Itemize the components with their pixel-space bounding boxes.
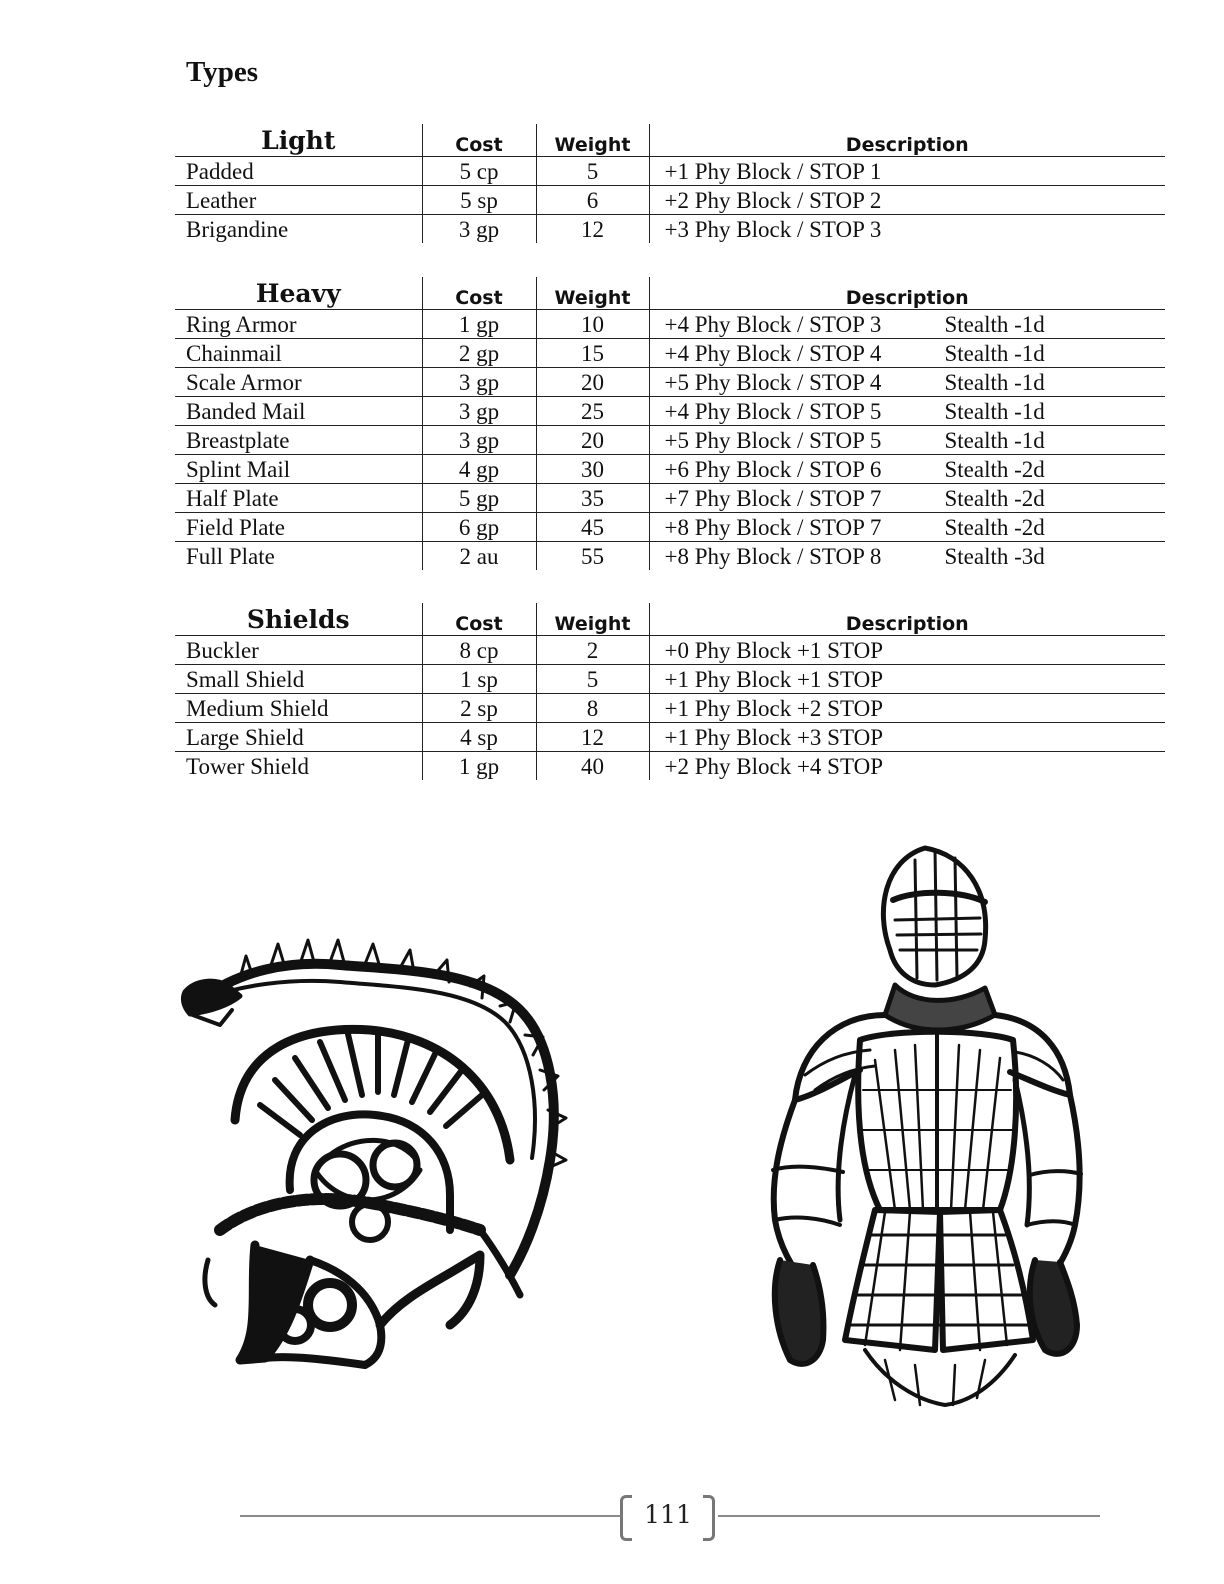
armor-description <box>649 542 1165 571</box>
weight-header: Weight <box>536 277 649 310</box>
table-row <box>175 542 1165 571</box>
category-header: Light <box>175 124 422 157</box>
armor-description: +1 Phy Block / STOP 1 <box>649 157 1165 186</box>
armor-name: Brigandine <box>186 217 289 242</box>
shield-name: Large Shield <box>175 723 422 752</box>
table-row <box>175 636 1165 665</box>
heavy-armor-table <box>175 277 1165 570</box>
shield-weight: 12 <box>536 723 649 752</box>
page-number-bracket-right-icon <box>703 1495 715 1541</box>
armor-cost: 1 gp <box>422 310 536 339</box>
light-armor-table <box>175 124 1165 243</box>
table-header-row <box>175 277 1165 310</box>
block-stop-text: +7 Phy Block / STOP 7 <box>664 486 882 511</box>
table-row <box>175 215 1165 244</box>
page-title: Types <box>186 56 258 88</box>
block-stop-text: +4 Phy Block / STOP 3 <box>664 312 882 337</box>
armor-weight: 55 <box>536 542 649 571</box>
shield-weight: 5 <box>536 665 649 694</box>
shield-weight: 40 <box>536 752 649 781</box>
armor-weight: 45 <box>536 513 649 542</box>
description-header: Description <box>649 603 1165 636</box>
table-row <box>175 310 1165 339</box>
stealth-penalty: Stealth -2d <box>944 515 1045 540</box>
block-stop-text: +4 Phy Block / STOP 4 <box>664 341 882 366</box>
armor-description <box>649 426 1165 455</box>
category-header: Heavy <box>175 277 422 310</box>
shields-table <box>175 603 1165 780</box>
page-number-bracket-left-icon <box>620 1495 632 1541</box>
shield-cost: 1 gp <box>422 752 536 781</box>
armor-description: +2 Phy Block / STOP 2 <box>649 186 1165 215</box>
stealth-penalty: Stealth -1d <box>944 341 1045 366</box>
armor-weight: 15 <box>536 339 649 368</box>
table-row <box>175 665 1165 694</box>
armor-name: Chainmail <box>175 339 422 368</box>
armor-cost: 5 sp <box>422 186 536 215</box>
armor-cost: 3 gp <box>422 368 536 397</box>
description-header: Description <box>649 277 1165 310</box>
shield-cost: 8 cp <box>422 636 536 665</box>
armor-description <box>649 368 1165 397</box>
shield-description: +0 Phy Block +1 STOP <box>649 636 1165 665</box>
shield-weight: 2 <box>536 636 649 665</box>
block-stop-text: +5 Phy Block / STOP 5 <box>664 428 882 453</box>
armor-weight: 20 <box>536 368 649 397</box>
stealth-penalty: Stealth -2d <box>944 486 1045 511</box>
block-stop-text: +8 Phy Block / STOP 7 <box>664 515 882 540</box>
table-row <box>175 368 1165 397</box>
armor-weight: 5 <box>536 157 649 186</box>
table-row <box>175 723 1165 752</box>
shield-name: Small Shield <box>175 665 422 694</box>
table-row <box>175 426 1165 455</box>
armor-name: Field Plate <box>175 513 422 542</box>
shield-cost: 2 sp <box>422 694 536 723</box>
table-row <box>175 694 1165 723</box>
armor-name: Leather <box>175 186 422 215</box>
stealth-penalty: Stealth -3d <box>944 544 1045 569</box>
table-row <box>175 397 1165 426</box>
stealth-penalty: Stealth -1d <box>944 428 1045 453</box>
armor-name: Padded <box>175 157 422 186</box>
stealth-penalty: Stealth -1d <box>944 370 1045 395</box>
table-row <box>175 455 1165 484</box>
table-header-row <box>175 603 1165 636</box>
stealth-penalty: Stealth -1d <box>944 399 1045 424</box>
stealth-penalty: Stealth -1d <box>944 312 1045 337</box>
shield-name: Tower Shield <box>186 754 309 779</box>
armor-name: Half Plate <box>175 484 422 513</box>
table-row <box>175 157 1165 186</box>
table-row <box>175 186 1165 215</box>
armor-cost: 3 gp <box>422 215 536 244</box>
weight-header: Weight <box>536 124 649 157</box>
stealth-penalty: Stealth -2d <box>944 457 1045 482</box>
shield-name: Medium Shield <box>175 694 422 723</box>
armor-description <box>649 339 1165 368</box>
plate-armor-icon <box>745 840 1085 1415</box>
armor-weight: 35 <box>536 484 649 513</box>
block-stop-text: +8 Phy Block / STOP 8 <box>664 544 882 569</box>
armor-description <box>649 397 1165 426</box>
shield-description: +2 Phy Block +4 STOP <box>649 752 1165 781</box>
table-row <box>175 513 1165 542</box>
shield-weight: 8 <box>536 694 649 723</box>
armor-cost: 2 au <box>422 542 536 571</box>
shield-description: +1 Phy Block +3 STOP <box>649 723 1165 752</box>
shield-description: +1 Phy Block +2 STOP <box>649 694 1165 723</box>
armor-cost: 3 gp <box>422 397 536 426</box>
dragon-helmet-icon <box>180 930 570 1380</box>
armor-weight: 12 <box>536 215 649 244</box>
armor-description <box>649 513 1165 542</box>
armor-name: Ring Armor <box>175 310 422 339</box>
armor-weight: 10 <box>536 310 649 339</box>
table-row <box>175 484 1165 513</box>
category-header: Shields <box>175 603 422 636</box>
description-header: Description <box>649 124 1165 157</box>
armor-weight: 6 <box>536 186 649 215</box>
armor-name: Scale Armor <box>175 368 422 397</box>
footer-rule-left <box>240 1515 620 1517</box>
cost-header: Cost <box>422 603 536 636</box>
block-stop-text: +6 Phy Block / STOP 6 <box>664 457 882 482</box>
armor-name: Breastplate <box>175 426 422 455</box>
armor-description <box>649 455 1165 484</box>
block-stop-text: +5 Phy Block / STOP 4 <box>664 370 882 395</box>
armor-weight: 30 <box>536 455 649 484</box>
armor-cost: 6 gp <box>422 513 536 542</box>
footer-rule-right <box>718 1515 1100 1517</box>
armor-description <box>649 310 1165 339</box>
armor-weight: 20 <box>536 426 649 455</box>
armor-description <box>649 484 1165 513</box>
shield-name: Buckler <box>175 636 422 665</box>
armor-cost: 4 gp <box>422 455 536 484</box>
armor-name: Full Plate <box>186 544 275 569</box>
table-row <box>175 339 1165 368</box>
armor-cost: 3 gp <box>422 426 536 455</box>
shield-description: +1 Phy Block +1 STOP <box>649 665 1165 694</box>
shield-cost: 4 sp <box>422 723 536 752</box>
cost-header: Cost <box>422 277 536 310</box>
cost-header: Cost <box>422 124 536 157</box>
block-stop-text: +4 Phy Block / STOP 5 <box>664 399 882 424</box>
table-header-row <box>175 124 1165 157</box>
weight-header: Weight <box>536 603 649 636</box>
armor-weight: 25 <box>536 397 649 426</box>
shield-cost: 1 sp <box>422 665 536 694</box>
table-row <box>175 752 1165 781</box>
armor-cost: 2 gp <box>422 339 536 368</box>
page-number: 111 <box>644 1500 692 1529</box>
armor-name: Banded Mail <box>175 397 422 426</box>
armor-cost: 5 gp <box>422 484 536 513</box>
armor-description: +3 Phy Block / STOP 3 <box>649 215 1165 244</box>
armor-name: Splint Mail <box>175 455 422 484</box>
armor-cost: 5 cp <box>422 157 536 186</box>
